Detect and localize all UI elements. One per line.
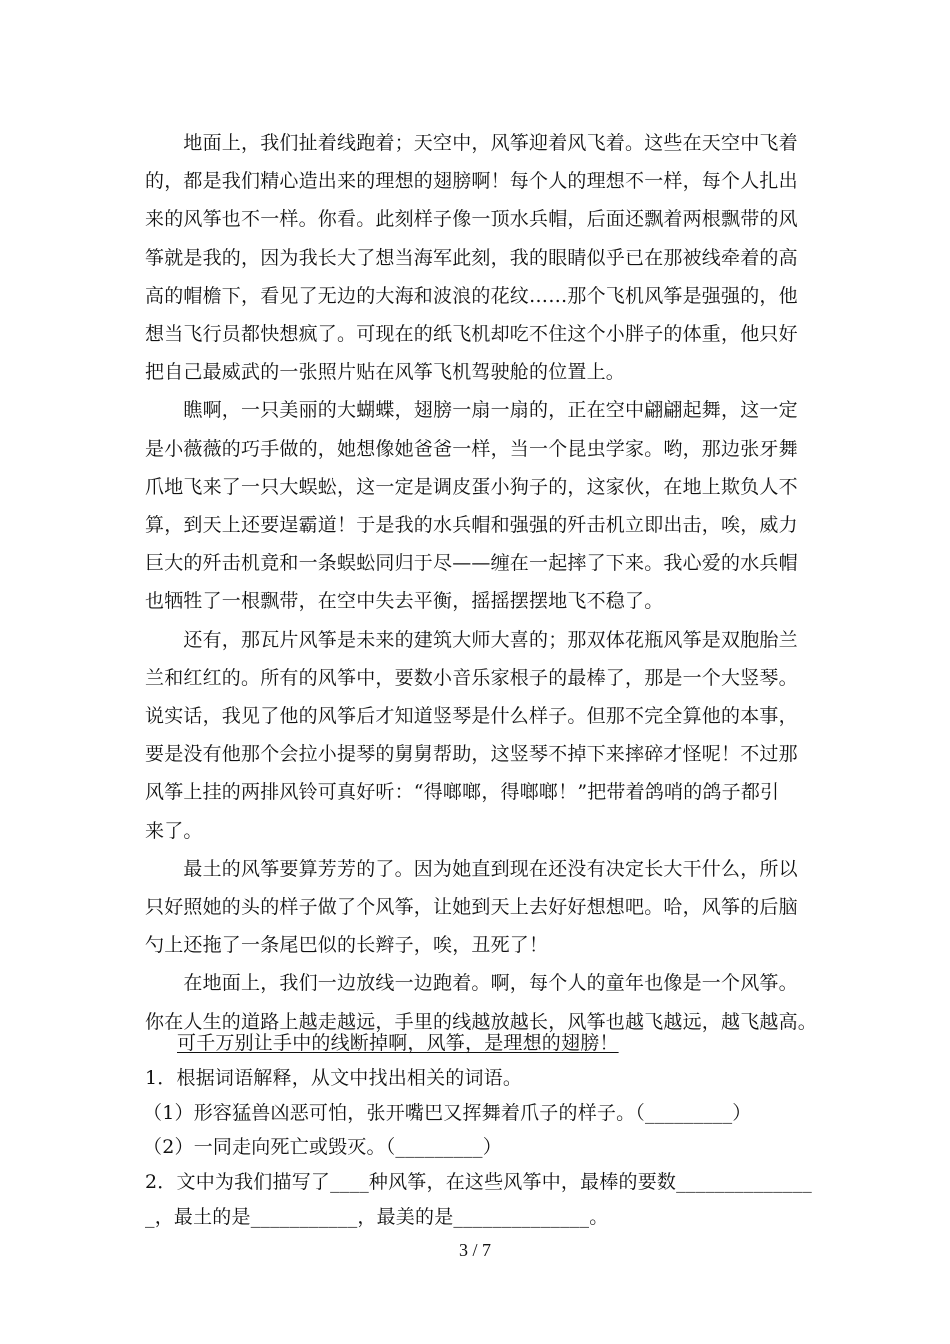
passage-line: 最土的风筝要算芳芳的了。因为她直到现在还没有决定长大干什么，所以 [145, 857, 798, 880]
passage-line: 说实话，我见了他的风筝后才知道竖琴是什么样子。但那不完全算他的本事， [145, 705, 798, 727]
passage-line: 巨大的歼击机竟和一条蜈蚣同归于尽——缠在一起摔了下来。我心爱的水兵帽 [145, 552, 798, 575]
passage-line: 来的风筝也不一样。你看。此刻样子像一顶水兵帽，后面还飘着两根飘带的风 [145, 208, 798, 231]
page-number: 3 / 7 [458, 1240, 491, 1260]
passage-line: 还有，那瓦片风筝是未来的建筑大师大喜的；那双体花瓶风筝是双胞胎兰 [145, 628, 798, 651]
passage-line: 也牺牲了一根飘带，在空中失去平衡，摇摇摆摆地飞不稳了。 [145, 590, 664, 613]
passage-line: 只好照她的头的样子做了个风筝，让她到天上去好好想想吧。哈，风筝的后脑 [145, 896, 798, 918]
passage-line: 高的帽檐下，看见了无边的大海和波浪的花纹……那个飞机风筝是强强的，他 [145, 284, 798, 307]
passage-line: 爪地飞来了一只大蜈蚣，这一定是调皮蛋小狗子的，这家伙，在地上欺负人不 [145, 475, 798, 498]
question-2-line-2: _，最土的是___________，最美的是______________。 [145, 1206, 609, 1228]
passage-line: 兰和红红的。所有的风筝中，要数小音乐家根子的最棒了，那是一个大竖琴。 [145, 666, 798, 689]
passage-line: 风筝上挂的两排风铃可真好听：“得啷啷，得啷啷！”把带着鸽哨的鸽子都引 [145, 781, 780, 804]
passage-line: 地面上，我们扯着线跑着；天空中，风筝迎着风飞着。这些在天空中飞着 [145, 132, 798, 154]
passage-line: 勺上还拖了一条尾巴似的长辫子，唉，丑死了！ [145, 934, 549, 957]
passage-last-line: 可千万别让手中的线断掉啊，风筝，是理想的翅膀！ [177, 1032, 619, 1054]
question-1-2: （2）一同走向死亡或毁灭。（_________） [143, 1136, 502, 1158]
question-2-line-1: 2．文中为我们描写了____种风筝，在这些风筝中，最棒的要数______________ [145, 1171, 812, 1193]
passage-line: 是小薇薇的巧手做的，她想像她爸爸一样，当一个昆虫学家。哟，那边张牙舞 [145, 437, 798, 460]
passage-line: 瞧啊，一只美丽的大蝴蝶，翅膀一扇一扇的，正在空中翩翩起舞，这一定 [145, 399, 798, 422]
passage-line: 你在人生的道路上越走越远，手里的线越放越长，风筝也越飞越远，越飞越高。 [145, 1010, 818, 1033]
passage-line: 要是没有他那个会拉小提琴的舅舅帮助，这竖琴不掉下来摔碎才怪呢！不过那 [145, 743, 798, 766]
passage-line: 想当飞行员都快想疯了。可现在的纸飞机却吃不住这个小胖子的体重，他只好 [145, 323, 798, 345]
question-1: 1．根据词语解释，从文中找出相关的词语。 [145, 1067, 523, 1089]
passage-line: 把自己最威武的一张照片贴在风筝飞机驾驶舱的位置上。 [145, 361, 626, 384]
passage-line: 的，都是我们精心造出来的理想的翅膀啊！每个人的理想不一样，每个人扎出 [145, 170, 798, 193]
passage-line: 筝就是我的，因为我长大了想当海军此刻，我的眼睛似乎已在那被线牵着的高 [145, 246, 798, 269]
passage-line: 在地面上，我们一边放线一边跑着。啊，每个人的童年也像是一个风筝。 [145, 972, 798, 995]
question-1-1: （1）形容猛兽凶恶可怕，张开嘴巴又挥舞着爪子的样子。（_________） [143, 1102, 752, 1124]
passage-line: 来了。 [145, 819, 203, 842]
passage-line: 算，到天上还要逞霸道！于是我的水兵帽和强强的歼击机立即出击，唉，威力 [145, 514, 798, 536]
